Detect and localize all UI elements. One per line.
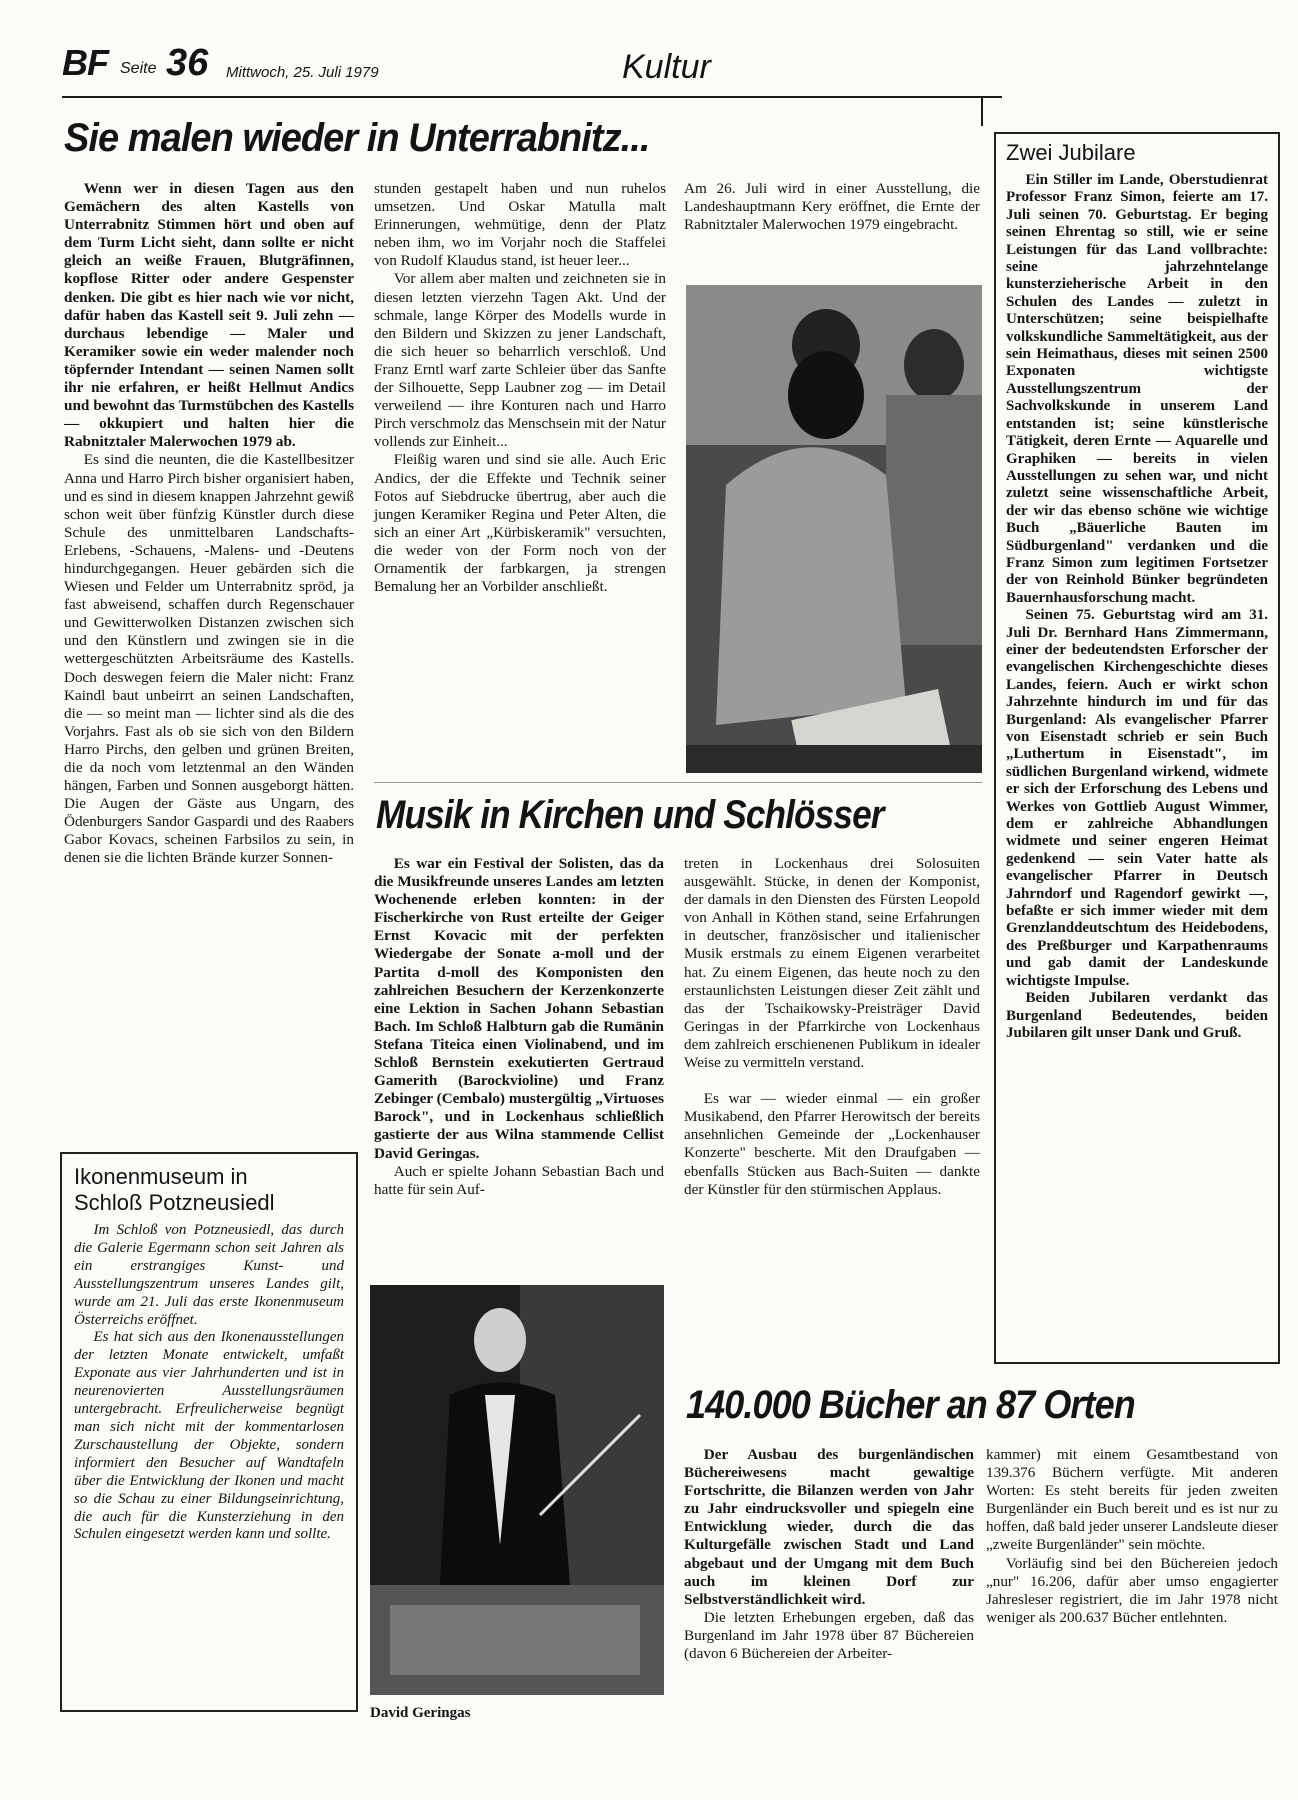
sidebar-jubilare-body [1006, 172, 1268, 1042]
sidebar-divider [981, 96, 983, 126]
musik-paragraph: Auch er spielte Johann Sebastian Bach und hatte für sein Auf- [374, 1162, 664, 1198]
buecher-column-1 [684, 1446, 974, 1663]
main-article-paragraph: Fleißig waren und sind sie alle. Auch Eric Andics, der die Effekte und Technik seiner Fotos auf Siebdrucke übertrug, aber auch die jungen Keramiker Regina und Peter Alten, die sich an einer Art „Kürbiskeramik" versuchten, die weder von der Form noch von der Ornamentik der farbkargen, ja strengen Bemalung her an Vorbilder anschließt. [374, 451, 666, 596]
musik-headline: Musik in Kirchen und Schlösser [376, 793, 884, 837]
main-headline: Sie malen wieder in Unterrabnitz... [64, 116, 650, 160]
main-article-column-3 [684, 180, 980, 234]
sidebar-jubilare-title: Zwei Jubilare [1006, 140, 1136, 165]
issue-date: Mittwoch, 25. Juli 1979 [226, 64, 379, 81]
box-ikonen-paragraph: Es hat sich aus den Ikonenausstellungen der letzten Monate entwickelt, umfaßt Exponate aus vier Jahrhunderten und ist in neurenovierten Ausstellungsräumen untergebracht. Erfreulicherweise begnügt man sich nicht mit der kommentarlosen Zurschaustellung der Objekte, sondern informiert den Besucher auf Wandtafeln über die Entwicklung der Ikonen und macht so die Schau zu einer Bildungseinrichtung, die auch für die Kunsterziehung in den Schulen eingesetzt werden kann und sollte. [74, 1329, 344, 1543]
main-article-paragraph: Vor allem aber malten und zeichneten sie in diesen letzten vierzehn Tagen Akt. Und der schmale, lange Körper des Modells wurde in den Bildern und Skizzen zu jener Landschaft, die sich heuer so beharrlich verschloß. Und Franz Erntl warf zarte Schleier über das Sanfte der Silhouette, Sepp Laubner zog — im Detail verweilend — ihre Konturen nach und Harro Pirch verschmolz das Menschsein mit der Natur vollends zur Einheit... [374, 270, 666, 451]
brand-logo: BF [62, 42, 108, 83]
buecher-paragraph: kammer) mit einem Gesamtbestand von 139.376 Büchern verfügte. Mit anderen Worten: Es steht bereits für jeden zweiten Burgenländer ein Buch bereit und es ist nur zu hoffen, daß bald jeder unserer Landsleute dieser „zweite Burgenländer" sein möchte. [986, 1446, 1278, 1554]
main-article-paragraph: Am 26. Juli wird in einer Ausstellung, die Landeshauptmann Kery eröffnet, die Ernte der Rabnitztaler Malerwochen 1979 eingebracht. [684, 180, 980, 234]
buecher-paragraph: Vorläufig sind bei den Büchereien jedoch „nur" 16.206, dafür aber umso engagierter Jahresleser registriert, die im Jahr 1978 nicht weniger als 200.637 Bücher entlehnten. [986, 1554, 1278, 1626]
main-article-column-2 [374, 180, 666, 596]
main-article-lead: Wenn wer in diesen Tagen aus den Gemächern des alten Kastells von Unterrabnitz Stimmen hört und oben auf dem Turm Licht sieht, dann sollte er nicht gleich an weiße Frauen, Blutgräfinnen, kopflose Ritter oder andere Gespenster denken. Die gibt es hier nach wie vor nicht, dafür haben das Kastell seit 9. Juli zehn — durchaus lebendige — Maler und Keramiker sowie ein weder malender noch töpfernder Intendant — seinen Namen sollt ihr nie erfahren, er heißt Hellmut Andics und bewohnt das Turmstübchen des Kastells — okkupiert und halten hier die Rabnitztaler Malerwochen 1979 ab. [64, 180, 354, 451]
buecher-column-2 [986, 1446, 1278, 1627]
musik-paragraph: Es war — wieder einmal — ein großer Musikabend, den Pfarrer Herowitsch der bereits ansehnlichen Gemeinde der „Lockenhauser Konzerte" bescherte. Mit den Draufgaben — ebenfalls Stücken aus Bach-Suiten — dankte der Künstler für den stürmischen Applaus. [684, 1090, 980, 1198]
musik-column-2 [684, 855, 980, 1199]
photo-caption: David Geringas [370, 1705, 471, 1721]
sidebar-jubilare-paragraph: Beiden Jubilaren verdankt das Burgenland Bedeutendes, beiden Jubilaren gilt unser Dank und Gruß. [1006, 990, 1268, 1041]
box-ikonen [60, 1152, 358, 1712]
sidebar-jubilare-paragraph: Ein Stiller im Lande, Oberstudienrat Professor Franz Simon, feierte am 17. Juli seinen 70. Geburtstag. Er beging seinen Ehrentag so still, wie er seine Leistungen für das Land vollbrachte: seine jahrzehntelange kunsterzieherische Arbeit in den Schulen des Landes — zuletzt in Unterschützen; seine beispielhafte volkskundliche Sammeltätigkeit, aus der sein Heimathaus, dieses mit seinen 2500 Exponaten wichtigste Ausstellungszentrum der Sachvolkskunde in unserem Land entstanden ist; seine künstlerische Tätigkeit, deren Ernte — Aquarelle und Graphiken — bereits in vielen Ausstellungen zu sehen war, und nicht zuletzt seine wissenschaftliche Arbeit, der wir das ebenso schöne wie wichtige Buch „Bäuerliche Bauten im Südburgenland" verdanken und die Franz Simon zum legitimen Fortsetzer der von Reinhold Bünker begründeten Bauernhausforschung macht. [1006, 172, 1268, 606]
box-ikonen-title-line-1: Ikonenmuseum in [74, 1164, 248, 1189]
page-number: 36 [166, 42, 209, 84]
musik-lead: Es war ein Festival der Solisten, das da die Musikfreunde unseres Landes am letzten Wochenende erleben konnten: in der Fischerkirche von Rust erteilte der Geiger Ernst Kovacic mit der perfekten Wiedergabe der Sonate a-moll und der Partita d-moll des Komponisten den zahlreichen Besuchern der Kerzenkonzerte eine Lektion in Sachen Johann Sebastian Bach. Im Schloß Halbturn gab die Rumänin Stefana Titeica einen Violinabend, und im Schloß Bernstein exekutierten Gertraud Gamerith (Barockvioline) und Franz Zebinger (Cembalo) mustergültig „Virtuoses Barock", und in Lockenhaus schließlich gastierte der aus Wilna stammende Cellist David Geringas. [374, 855, 664, 1162]
main-article-paragraph: Es sind die neunten, die die Kastellbesitzer Anna und Harro Pirch bisher organisiert haben, und es sind in diesem knappen Jahrzehnt gewiß schon weit über fünfzig Künstler durch diese Schule des unmittelbaren Landschafts-Erlebens, -Schauens, -Malens- und -Deutens hindurchgegangen. Heuer gebärden sich die Wiesen und Felder um Unterrabnitz spröd, ja fast abweisend, schaffen durch Regenschauer und Gewitterwolken Distanzen zwischen sich und den Künstlern und zwingen sie in die wettergeschützten Arbeitsräume des Kastells. Doch deswegen feiern die Maler nicht: Franz Kaindl baut unbeirrt an seinen Landschaften, die — so meint man — lichter sind als die des Vorjahrs. Fast als ob sie sich von den Bildern Harro Pirchs, den gelben und grünen Breiten, die da noch vom letztenmal an den Wänden hängen, Farben und Sonnen ausgeborgt hätten. Die Augen der Gäste aus Ungarn, des Ödenburgers Sandor Gaspardi und des Raabers Gabor Kovacs, scheinen Farbsilos zu sein, in denen sie die lichten Brände kurzer Sonnen- [64, 451, 354, 867]
main-article-paragraph: stunden gestapelt haben und nun ruhelos umsetzen. Und Oskar Matulla malt Erinnerungen, wehmütige, denn der Platz neben ihm, wo im Vorjahr noch die Staffelei von Rudolf Klaudus stand, ist heuer leer... [374, 180, 666, 270]
sidebar-jubilare-paragraph: Seinen 75. Geburtstag wird am 31. Juli Dr. Bernhard Hans Zimmermann, einer der bedeutendsten Erforscher der evangelischen Kirchengeschichte dieses Landes, feiern. Auch er wirkt schon Jahrzehnte hindurch im und für das Burgenland: Als evangelischer Pfarrer von Eisenstadt schrieb er sein Buch „Luthertum in Eisenstadt", im südlichen Burgenland wirkend, widmete er sich der Erforschung des Lebens und Werkes von Gottlieb August Wimmer, dem er zahlreiche Abhandlungen widmete und seiner engeren Heimat gedenkend — sein Vater hatte als evangelischer Pfarrer in Deutsch Jahrndorf und Ragendorf gewirkt —, befaßte er sich immer wieder mit dem Grenzlanddeutschtum des Heidebodens, des Preßburger und Karpathenraums und gab damit der Landeskunde wichtigste Impulse. [1006, 607, 1268, 989]
buecher-headline: 140.000 Bücher an 87 Orten [686, 1383, 1135, 1427]
musik-paragraph: treten in Lockenhaus drei Solosuiten ausgewählt. Stücke, in denen der Komponist, der damals in den Diensten des Fürsten Leopold von Anhall in Köthen stand, seine Erfahrungen in deutscher, französischer und italienischer Musik erstmals zu einem Eigenen verarbeitet hat. Zu einem Eigenen, das heute noch zu den erstaunlichsten Leistungen dieser Zeit zählt und das der Tschaikowsky-Preisträger David Geringas in der Pfarrkirche von Lockenhaus dem zahlreich erschienenen Publikum in idealer Weise zu vermitteln verstand. [684, 855, 980, 1072]
musik-column-1 [374, 855, 664, 1199]
page-label: Seite [120, 60, 157, 77]
masthead [62, 42, 1002, 92]
buecher-lead: Der Ausbau des burgenländischen Büchereiwesens macht gewaltige Fortschritte, die Bilanzen werden von Jahr zu Jahr eindrucksvoller und spiegeln eine Entwicklung wieder, durch die das Kulturgefälle zwischen Stadt und Land abgebaut und der Umgang mit dem Buch auch im kleinen Dorf zur Selbstverständlichkeit wird. [684, 1446, 974, 1608]
box-ikonen-title-line-2: Schloß Potzneusiedl [74, 1190, 275, 1215]
photo-david-geringas [370, 1285, 664, 1695]
masthead-rule [62, 96, 1002, 98]
sidebar-jubilare [994, 132, 1280, 1364]
photo-geringas-image [370, 1285, 664, 1695]
photo-painters-image [686, 285, 982, 773]
section-rule [374, 782, 982, 783]
main-article-column-1 [64, 180, 354, 868]
buecher-paragraph: Die letzten Erhebungen ergeben, daß das Burgenland im Jahr 1978 über 87 Büchereien (davon 6 Büchereien der Arbeiter- [684, 1608, 974, 1663]
section-title: Kultur [622, 48, 711, 86]
photo-painters [686, 285, 982, 773]
box-ikonen-title [74, 1164, 344, 1216]
box-ikonen-paragraph: Im Schloß von Potzneusiedl, das durch die Galerie Egermann schon seit Jahren als ein erstrangiges Kunst- und Ausstellungszentrum unseres Landes gilt, wurde am 21. Juli das erste Ikonenmuseum Österreichs eröffnet. [74, 1222, 344, 1328]
box-ikonen-body [74, 1222, 344, 1544]
